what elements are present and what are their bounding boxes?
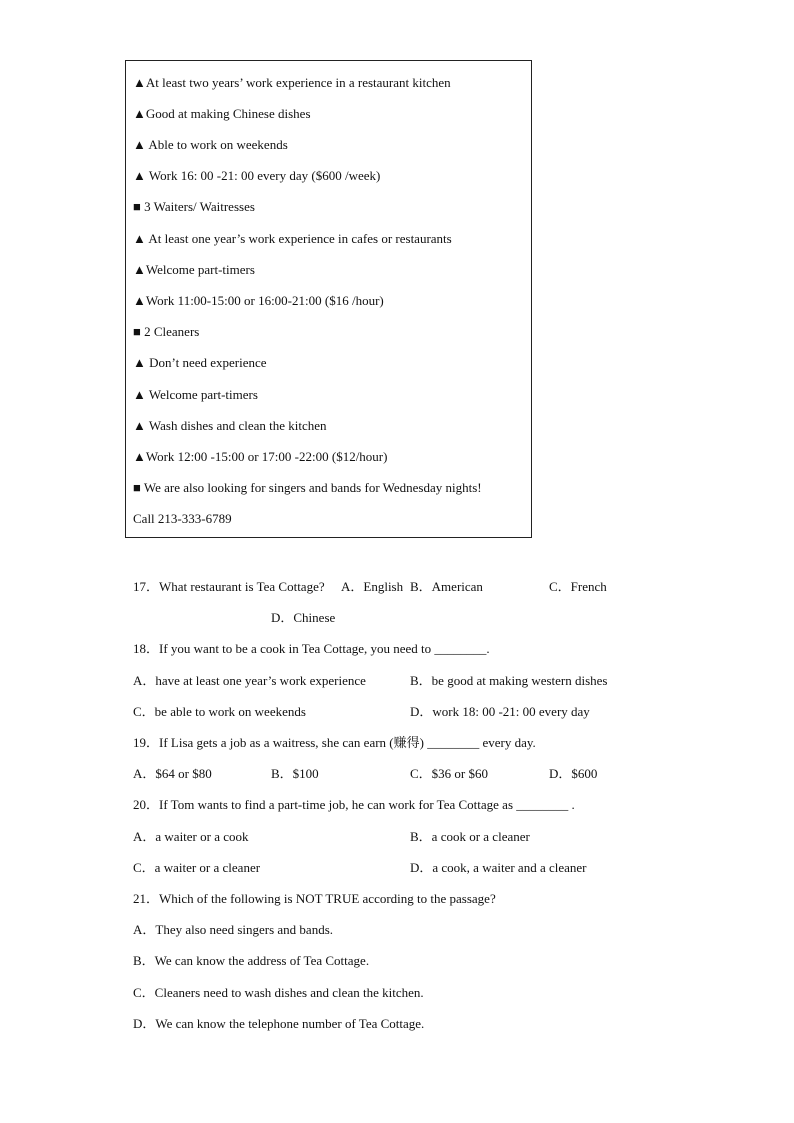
question-18-stem: 18．If you want to be a cook in Tea Cottage, you need to ________. — [133, 641, 490, 656]
question-21-option-d: D．We can know the telephone number of Tea Cottage. — [133, 1016, 425, 1031]
question-18-option-b: B．be good at making western dishes — [410, 673, 608, 688]
ad-line-waiter-part-timers: ▲Welcome part-timers — [133, 262, 255, 277]
ad-line-cook-chinese-dishes: ▲Good at making Chinese dishes — [133, 106, 311, 121]
ad-line-cook-weekends: ▲ Able to work on weekends — [133, 137, 288, 152]
ad-line-cook-hours: ▲ Work 16: 00 -21: 00 every day ($600 /week) — [133, 168, 381, 183]
question-19-option-b: B．$100 — [271, 766, 319, 781]
question-17-option-c: C．French — [549, 579, 607, 594]
question-17-stem: 17．What restaurant is Tea Cottage? — [133, 579, 325, 594]
question-19-option-a: A．$64 or $80 — [133, 766, 212, 781]
question-20-option-b: B．a cook or a cleaner — [410, 829, 530, 844]
ad-line-cleaner-duties: ▲ Wash dishes and clean the kitchen — [133, 418, 327, 433]
ad-line-phone: Call 213-333-6789 — [133, 511, 232, 526]
ad-heading-waiters: ■ 3 Waiters/ Waitresses — [133, 199, 255, 214]
ad-line-singers-bands: ■ We are also looking for singers and bands for Wednesday nights! — [133, 480, 482, 495]
question-20-option-d: D．a cook, a waiter and a cleaner — [410, 860, 587, 875]
question-17-option-b: B．American — [410, 579, 483, 594]
question-19-stem: 19．If Lisa gets a job as a waitress, she can earn (赚得) ________ every day. — [133, 735, 536, 750]
ad-line-waiter-hours: ▲Work 11:00-15:00 or 16:00-21:00 ($16 /hour) — [133, 293, 384, 308]
question-17-option-d: D．Chinese — [271, 610, 336, 625]
question-17-option-a: A．English — [341, 579, 404, 594]
question-19-option-c: C．$36 or $60 — [410, 766, 489, 781]
question-18-option-a: A．have at least one year’s work experience — [133, 673, 366, 688]
question-21-option-a: A．They also need singers and bands. — [133, 922, 334, 937]
question-20-stem: 20．If Tom wants to find a part-time job, he can work for Tea Cottage as ________ . — [133, 797, 575, 812]
question-21-option-b: B．We can know the address of Tea Cottage. — [133, 953, 370, 968]
ad-line-cleaner-part-timers: ▲ Welcome part-timers — [133, 387, 258, 402]
ad-line-cleaner-hours: ▲Work 12:00 -15:00 or 17:00 -22:00 ($12/hour) — [133, 449, 388, 464]
question-21-stem: 21．Which of the following is NOT TRUE according to the passage? — [133, 891, 496, 906]
question-20-option-a: A．a waiter or a cook — [133, 829, 249, 844]
job-advertisement-box — [125, 60, 532, 538]
ad-line-cook-experience: ▲At least two years’ work experience in a restaurant kitchen — [133, 75, 451, 90]
ad-line-cleaner-experience: ▲ Don’t need experience — [133, 355, 267, 370]
ad-line-waiter-experience: ▲ At least one year’s work experience in cafes or restaurants — [133, 231, 452, 246]
question-20-option-c: C．a waiter or a cleaner — [133, 860, 261, 875]
question-21-option-c: C．Cleaners need to wash dishes and clean the kitchen. — [133, 985, 424, 1000]
ad-heading-cleaners: ■ 2 Cleaners — [133, 324, 200, 339]
question-18-option-c: C．be able to work on weekends — [133, 704, 306, 719]
question-19-option-d: D．$600 — [549, 766, 598, 781]
question-18-option-d: D．work 18: 00 -21: 00 every day — [410, 704, 590, 719]
